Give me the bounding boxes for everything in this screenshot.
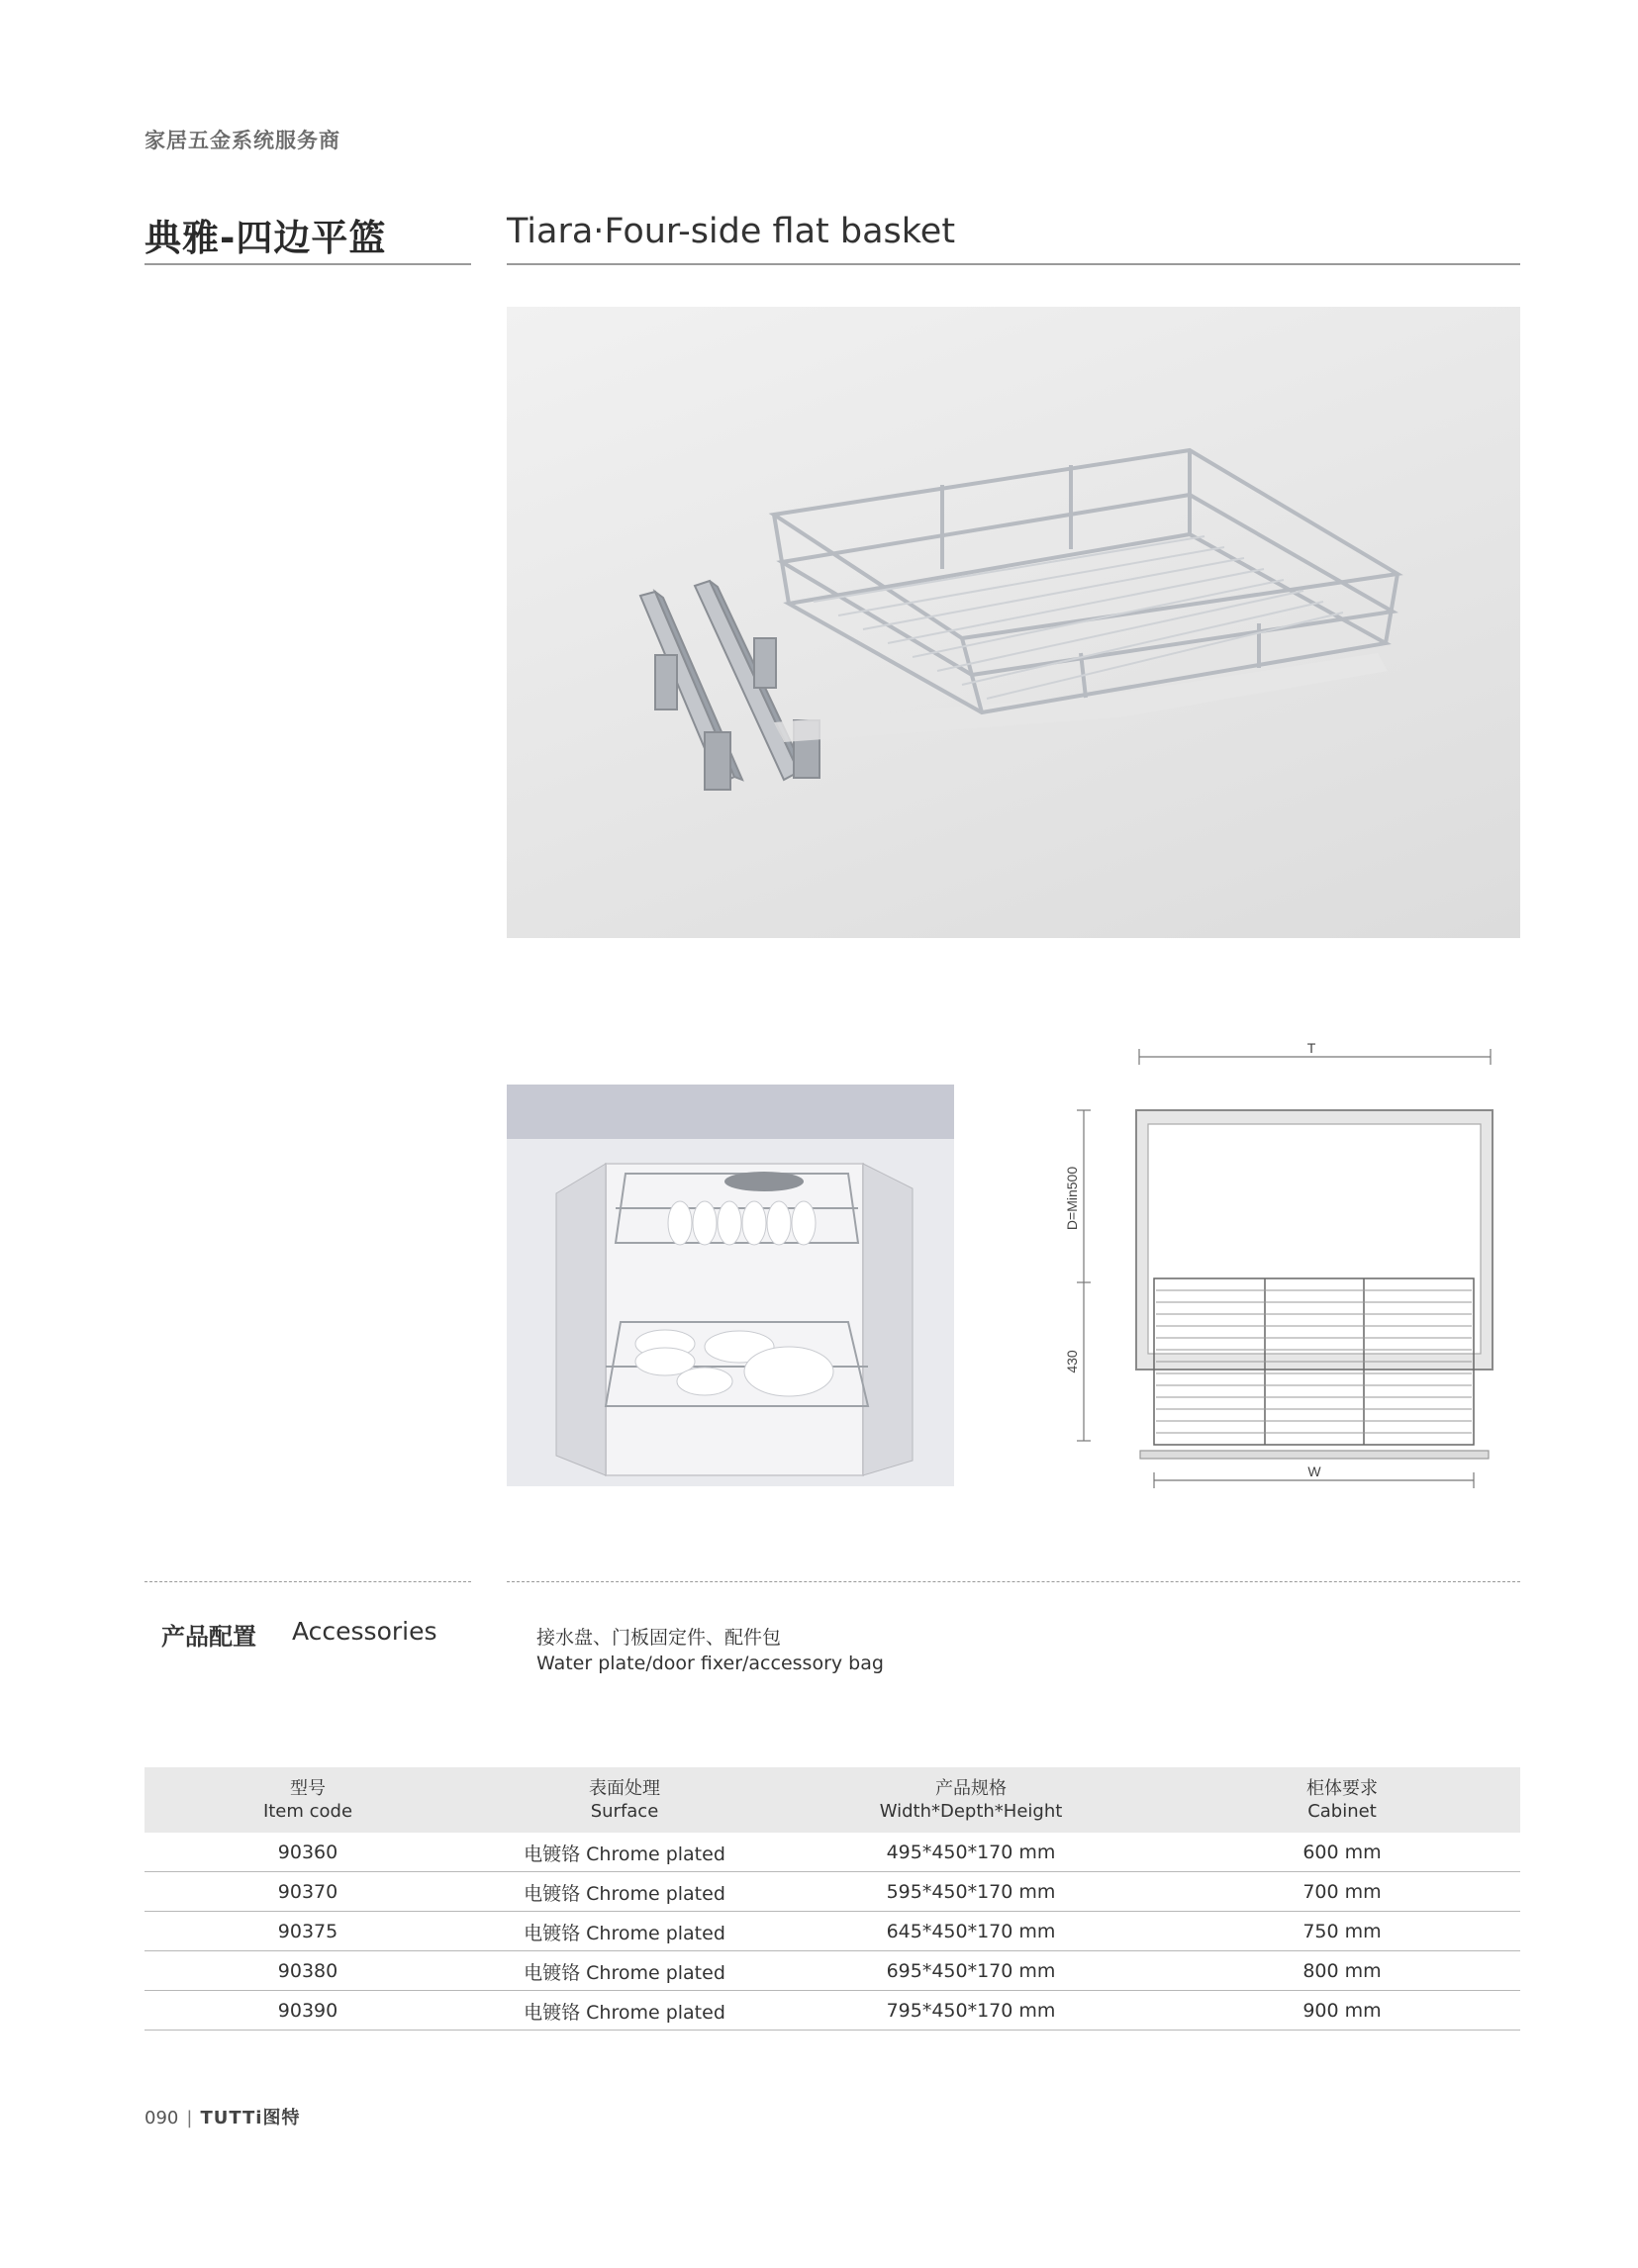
table-header-row [145,1767,1520,1833]
diagram-label-height: 430 [1064,1350,1080,1373]
cell-dimensions: 495*450*170 mm [778,1833,1164,1872]
brand-logo: TUTTi图特 [200,2108,301,2128]
basket-illustration [507,307,1520,938]
cell-cabinet: 750 mm [1164,1912,1520,1951]
cell-cabinet: 700 mm [1164,1872,1520,1912]
cell-dimensions: 795*450*170 mm [778,1991,1164,2031]
title-rule-left [145,263,471,265]
cell-surface: 电镀铬 Chrome plated [471,1951,778,1991]
table-row [145,1912,1520,1951]
cell-surface: 电镀铬 Chrome plated [471,1991,778,2031]
diagram-label-bottom: W [1307,1464,1321,1479]
cell-dimensions: 595*450*170 mm [778,1872,1164,1912]
dimension-drawing [1049,1035,1514,1500]
cell-item-code: 90370 [145,1872,471,1912]
header-cabinet: 柜体要求 Cabinet [1164,1767,1520,1833]
accessories-items-en: Water plate/door fixer/accessory bag [536,1653,884,1674]
pot [724,1172,804,1191]
cell-cabinet: 900 mm [1164,1991,1520,2031]
cell-cabinet: 600 mm [1164,1833,1520,1872]
page-number: 090 [145,2108,179,2128]
accessories-items-cn: 接水盘、门板固定件、配件包 [536,1627,782,1649]
header-surface: 表面处理 Surface [471,1767,778,1833]
table-row [145,1991,1520,2031]
dimension-diagram [1049,1035,1514,1500]
product-photo [507,307,1520,938]
cell-item-code: 90360 [145,1833,471,1872]
table-row [145,1833,1520,1872]
company-tagline: 家居五金系统服务商 [145,130,340,152]
diagram-label-top: T [1306,1040,1316,1056]
header-item-code: 型号 Item code [145,1767,471,1833]
header-dimensions: 产品规格 Width*Depth*Height [778,1767,1164,1833]
cabinet-installation-photo [507,1085,954,1486]
table-row [145,1872,1520,1912]
table-row [145,1951,1520,1991]
cell-dimensions: 645*450*170 mm [778,1912,1164,1951]
accessories-divider-left [145,1581,471,1582]
cell-surface: 电镀铬 Chrome plated [471,1912,778,1951]
accessories-label-en: Accessories [292,1617,437,1646]
cell-item-code: 90375 [145,1912,471,1951]
cell-item-code: 90390 [145,1991,471,2031]
diagram-label-depth: D=Min500 [1064,1166,1080,1231]
spec-table [145,1767,1520,2031]
product-title-cn: 典雅-四边平篮 [145,217,387,259]
cabinet-illustration [507,1085,954,1486]
cell-dimensions: 695*450*170 mm [778,1951,1164,1991]
accessories-label-cn: 产品配置 [161,1623,256,1651]
accessories-divider-right [507,1581,1520,1582]
cell-surface: 电镀铬 Chrome plated [471,1872,778,1912]
page-footer [145,2104,300,2129]
footer-separator: | [186,2108,193,2128]
title-rule-right [507,263,1520,265]
cell-cabinet: 800 mm [1164,1951,1520,1991]
product-title-en: Tiara·Four-side flat basket [507,212,956,251]
cell-item-code: 90380 [145,1951,471,1991]
cell-surface: 电镀铬 Chrome plated [471,1833,778,1872]
